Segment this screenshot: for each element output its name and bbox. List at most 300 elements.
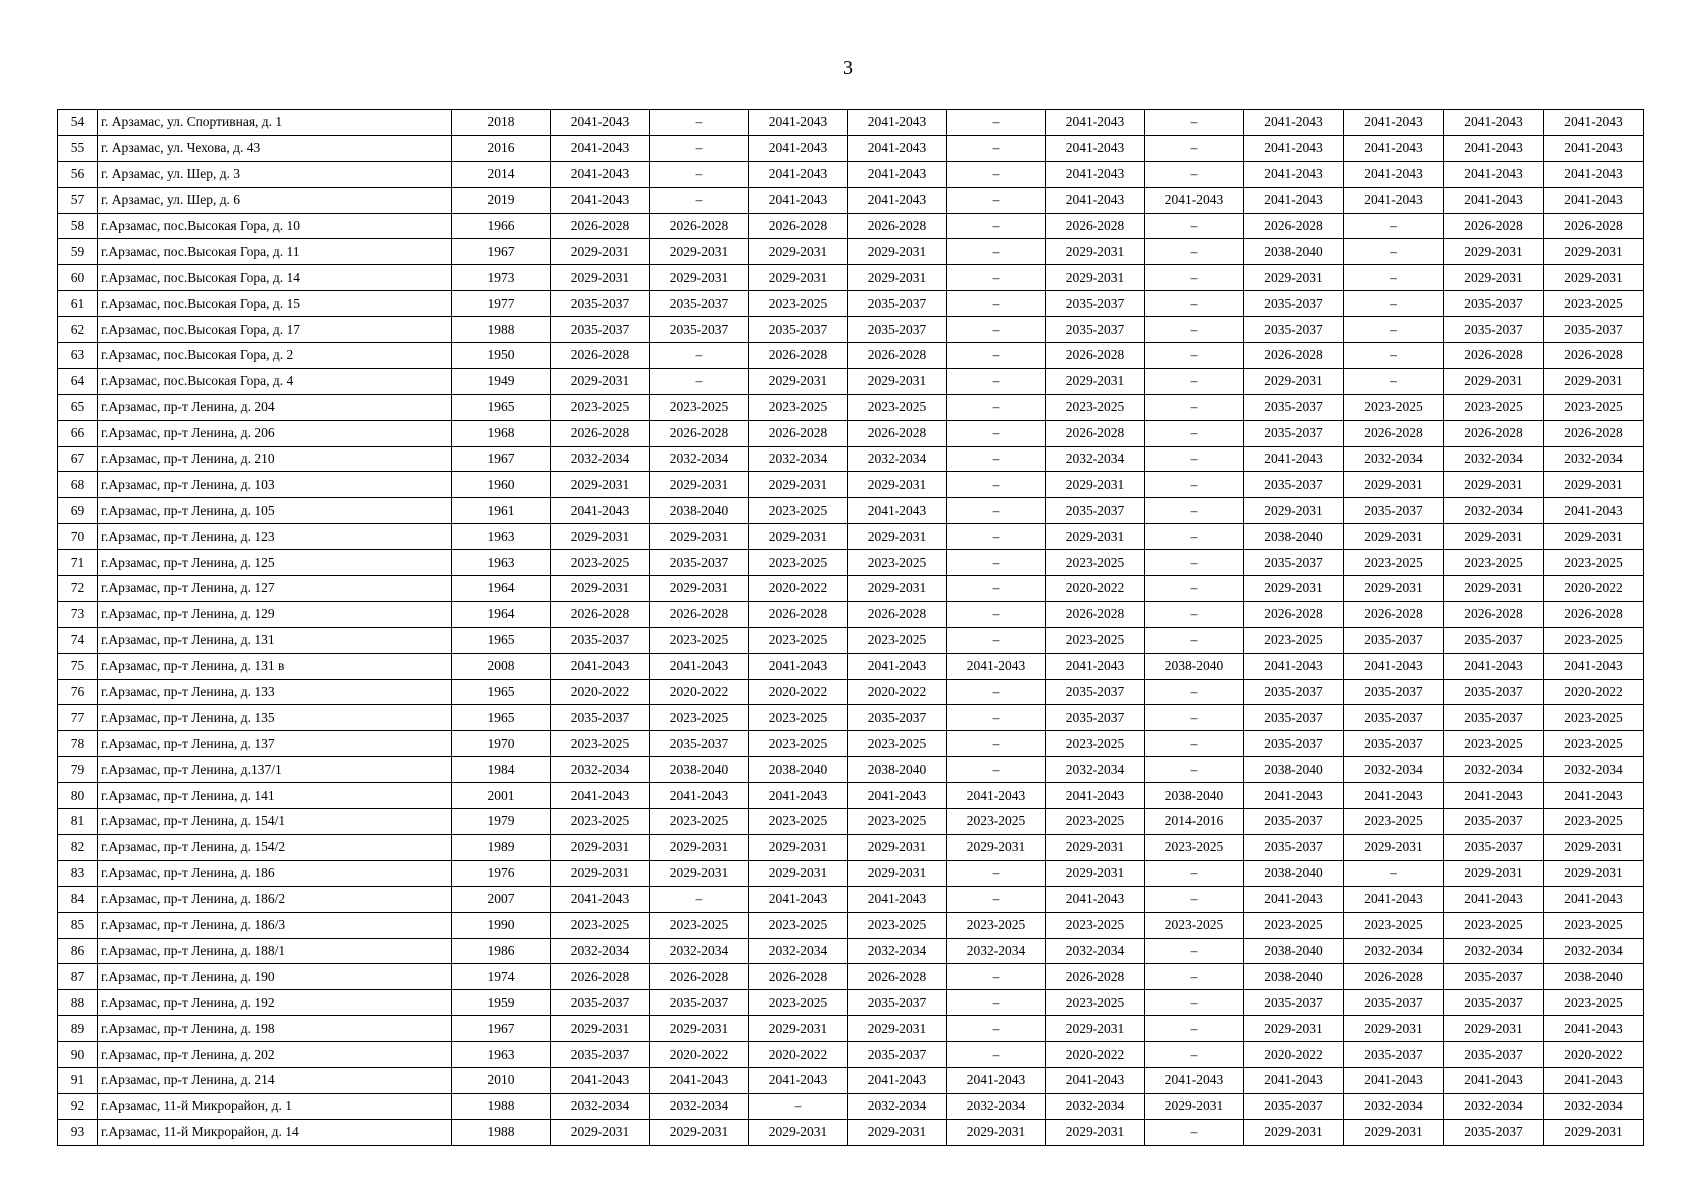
cell-period-col-4: 2029-2031: [848, 860, 947, 886]
cell-period-col-2: 2026-2028: [650, 964, 749, 990]
cell-period-col-11: 2026-2028: [1544, 601, 1644, 627]
cell-period-col-10: 2035-2037: [1444, 834, 1544, 860]
cell-period-col-7: 2038-2040: [1145, 783, 1244, 809]
cell-period-col-7: –: [1145, 368, 1244, 394]
cell-period-col-1: 2023-2025: [551, 731, 650, 757]
cell-period-col-5: –: [947, 343, 1046, 369]
cell-period-col-2: 2026-2028: [650, 420, 749, 446]
cell-period-col-3: 2026-2028: [749, 964, 848, 990]
cell-period-col-4: 2032-2034: [848, 938, 947, 964]
cell-period-col-11: 2041-2043: [1544, 498, 1644, 524]
cell-period-col-6: 2026-2028: [1046, 420, 1145, 446]
cell-period-col-9: 2041-2043: [1344, 110, 1444, 136]
cell-period-col-5: –: [947, 472, 1046, 498]
cell-period-col-4: 2041-2043: [848, 1067, 947, 1093]
cell-period-col-2: 2023-2025: [650, 705, 749, 731]
cell-period-col-5: –: [947, 110, 1046, 136]
cell-period-col-10: 2041-2043: [1444, 886, 1544, 912]
cell-row-number: 65: [58, 394, 98, 420]
cell-year-built: 1984: [452, 757, 551, 783]
cell-row-number: 55: [58, 135, 98, 161]
cell-year-built: 1949: [452, 368, 551, 394]
cell-period-col-5: –: [947, 420, 1046, 446]
cell-period-col-9: 2041-2043: [1344, 187, 1444, 213]
cell-period-col-3: 2023-2025: [749, 809, 848, 835]
cell-period-col-8: 2035-2037: [1244, 291, 1344, 317]
cell-address: г.Арзамас, пос.Высокая Гора, д. 15: [98, 291, 452, 317]
cell-period-col-5: –: [947, 524, 1046, 550]
table-row: [58, 860, 1644, 886]
cell-row-number: 91: [58, 1067, 98, 1093]
cell-period-col-5: –: [947, 1016, 1046, 1042]
cell-period-col-1: 2029-2031: [551, 524, 650, 550]
cell-period-col-7: –: [1145, 446, 1244, 472]
cell-period-col-11: 2041-2043: [1544, 653, 1644, 679]
cell-period-col-11: 2020-2022: [1544, 1042, 1644, 1068]
cell-period-col-3: 2041-2043: [749, 1067, 848, 1093]
cell-address: г.Арзамас, 11-й Микрорайон, д. 14: [98, 1119, 452, 1145]
cell-period-col-3: 2041-2043: [749, 653, 848, 679]
table-row: [58, 938, 1644, 964]
cell-period-col-1: 2035-2037: [551, 705, 650, 731]
cell-row-number: 69: [58, 498, 98, 524]
cell-period-col-9: 2041-2043: [1344, 1067, 1444, 1093]
cell-period-col-6: 2029-2031: [1046, 1016, 1145, 1042]
table-body: [58, 110, 1644, 1146]
cell-period-col-11: 2041-2043: [1544, 110, 1644, 136]
cell-period-col-10: 2041-2043: [1444, 161, 1544, 187]
cell-period-col-4: 2029-2031: [848, 1016, 947, 1042]
cell-period-col-11: 2020-2022: [1544, 576, 1644, 602]
cell-period-col-2: 2038-2040: [650, 498, 749, 524]
cell-period-col-2: 2023-2025: [650, 912, 749, 938]
cell-address: г.Арзамас, пос.Высокая Гора, д. 2: [98, 343, 452, 369]
cell-address: г.Арзамас, пр-т Ленина, д.137/1: [98, 757, 452, 783]
cell-period-col-2: 2029-2031: [650, 1016, 749, 1042]
cell-period-col-5: –: [947, 860, 1046, 886]
table-row: [58, 135, 1644, 161]
cell-row-number: 56: [58, 161, 98, 187]
cell-period-col-11: 2041-2043: [1544, 1016, 1644, 1042]
cell-period-col-3: 2029-2031: [749, 265, 848, 291]
cell-period-col-3: 2023-2025: [749, 731, 848, 757]
cell-period-col-11: 2032-2034: [1544, 938, 1644, 964]
cell-period-col-9: 2041-2043: [1344, 653, 1444, 679]
cell-period-col-11: 2035-2037: [1544, 317, 1644, 343]
cell-year-built: 2019: [452, 187, 551, 213]
cell-period-col-3: 2029-2031: [749, 368, 848, 394]
cell-period-col-8: 2035-2037: [1244, 679, 1344, 705]
cell-period-col-9: 2029-2031: [1344, 472, 1444, 498]
cell-period-col-6: 2029-2031: [1046, 472, 1145, 498]
cell-row-number: 84: [58, 886, 98, 912]
cell-address: г.Арзамас, пос.Высокая Гора, д. 17: [98, 317, 452, 343]
cell-period-col-9: –: [1344, 317, 1444, 343]
cell-period-col-11: 2038-2040: [1544, 964, 1644, 990]
cell-period-col-4: 2020-2022: [848, 679, 947, 705]
cell-period-col-1: 2029-2031: [551, 860, 650, 886]
cell-period-col-2: –: [650, 368, 749, 394]
cell-period-col-4: 2035-2037: [848, 1042, 947, 1068]
cell-period-col-2: 2035-2037: [650, 990, 749, 1016]
cell-period-col-6: 2032-2034: [1046, 757, 1145, 783]
cell-address: г.Арзамас, пос.Высокая Гора, д. 11: [98, 239, 452, 265]
cell-period-col-7: –: [1145, 291, 1244, 317]
cell-period-col-5: –: [947, 498, 1046, 524]
cell-period-col-9: 2029-2031: [1344, 1119, 1444, 1145]
cell-period-col-1: 2035-2037: [551, 317, 650, 343]
cell-period-col-3: 2026-2028: [749, 420, 848, 446]
cell-period-col-8: 2035-2037: [1244, 420, 1344, 446]
cell-row-number: 85: [58, 912, 98, 938]
cell-period-col-7: –: [1145, 679, 1244, 705]
cell-address: г.Арзамас, пр-т Ленина, д. 131: [98, 627, 452, 653]
cell-row-number: 93: [58, 1119, 98, 1145]
cell-period-col-11: 2020-2022: [1544, 679, 1644, 705]
cell-period-col-9: 2041-2043: [1344, 135, 1444, 161]
cell-address: г.Арзамас, пос.Высокая Гора, д. 14: [98, 265, 452, 291]
cell-period-col-11: 2032-2034: [1544, 757, 1644, 783]
cell-period-col-6: 2035-2037: [1046, 705, 1145, 731]
cell-address: г.Арзамас, пр-т Ленина, д. 186/3: [98, 912, 452, 938]
cell-period-col-8: 2038-2040: [1244, 860, 1344, 886]
cell-address: г.Арзамас, пр-т Ленина, д. 154/1: [98, 809, 452, 835]
table-row: [58, 653, 1644, 679]
cell-row-number: 74: [58, 627, 98, 653]
cell-period-col-5: –: [947, 187, 1046, 213]
cell-period-col-11: 2029-2031: [1544, 368, 1644, 394]
cell-period-col-10: 2041-2043: [1444, 653, 1544, 679]
cell-period-col-8: 2038-2040: [1244, 938, 1344, 964]
cell-address: г.Арзамас, пр-т Ленина, д. 198: [98, 1016, 452, 1042]
cell-address: г.Арзамас, пр-т Ленина, д. 186: [98, 860, 452, 886]
cell-row-number: 58: [58, 213, 98, 239]
cell-year-built: 1967: [452, 1016, 551, 1042]
cell-period-col-2: –: [650, 110, 749, 136]
cell-period-col-7: 2023-2025: [1145, 912, 1244, 938]
cell-period-col-7: –: [1145, 110, 1244, 136]
table-row: [58, 368, 1644, 394]
cell-address: г. Арзамас, ул. Шер, д. 3: [98, 161, 452, 187]
cell-period-col-9: 2041-2043: [1344, 161, 1444, 187]
cell-period-col-10: 2041-2043: [1444, 110, 1544, 136]
cell-period-col-1: 2029-2031: [551, 1119, 650, 1145]
cell-period-col-7: –: [1145, 1119, 1244, 1145]
cell-period-col-4: 2041-2043: [848, 110, 947, 136]
cell-row-number: 67: [58, 446, 98, 472]
cell-address: г.Арзамас, пос.Высокая Гора, д. 10: [98, 213, 452, 239]
cell-period-col-1: 2041-2043: [551, 187, 650, 213]
cell-period-col-6: 2029-2031: [1046, 265, 1145, 291]
cell-period-col-5: 2029-2031: [947, 1119, 1046, 1145]
cell-period-col-1: 2035-2037: [551, 627, 650, 653]
table-row: [58, 446, 1644, 472]
cell-period-col-2: 2029-2031: [650, 1119, 749, 1145]
cell-period-col-5: 2023-2025: [947, 912, 1046, 938]
cell-period-col-5: 2041-2043: [947, 653, 1046, 679]
cell-period-col-2: 2035-2037: [650, 291, 749, 317]
cell-row-number: 89: [58, 1016, 98, 1042]
cell-address: г.Арзамас, пр-т Ленина, д. 123: [98, 524, 452, 550]
cell-address: г. Арзамас, ул. Спортивная, д. 1: [98, 110, 452, 136]
table-row: [58, 834, 1644, 860]
table-row: [58, 498, 1644, 524]
cell-period-col-2: 2032-2034: [650, 1093, 749, 1119]
cell-period-col-8: 2041-2043: [1244, 653, 1344, 679]
cell-period-col-1: 2023-2025: [551, 394, 650, 420]
table-row: [58, 705, 1644, 731]
table-row: [58, 990, 1644, 1016]
table-row: [58, 886, 1644, 912]
cell-period-col-9: 2032-2034: [1344, 446, 1444, 472]
cell-row-number: 59: [58, 239, 98, 265]
cell-period-col-8: 2035-2037: [1244, 1093, 1344, 1119]
cell-period-col-11: 2026-2028: [1544, 343, 1644, 369]
cell-row-number: 79: [58, 757, 98, 783]
cell-period-col-8: 2035-2037: [1244, 394, 1344, 420]
cell-year-built: 1988: [452, 317, 551, 343]
cell-period-col-1: 2041-2043: [551, 1067, 650, 1093]
cell-period-col-1: 2029-2031: [551, 239, 650, 265]
cell-period-col-7: –: [1145, 627, 1244, 653]
cell-period-col-3: 2041-2043: [749, 187, 848, 213]
cell-year-built: 1967: [452, 446, 551, 472]
cell-period-col-10: 2035-2037: [1444, 1042, 1544, 1068]
cell-period-col-4: 2023-2025: [848, 731, 947, 757]
cell-period-col-2: 2020-2022: [650, 679, 749, 705]
cell-address: г.Арзамас, пр-т Ленина, д. 137: [98, 731, 452, 757]
table-row: [58, 627, 1644, 653]
cell-period-col-8: 2029-2031: [1244, 498, 1344, 524]
cell-period-col-9: 2032-2034: [1344, 1093, 1444, 1119]
table-row: [58, 394, 1644, 420]
cell-period-col-1: 2029-2031: [551, 576, 650, 602]
cell-period-col-7: –: [1145, 343, 1244, 369]
cell-period-col-3: 2029-2031: [749, 524, 848, 550]
cell-period-col-5: –: [947, 886, 1046, 912]
cell-year-built: 1963: [452, 524, 551, 550]
cell-period-col-1: 2041-2043: [551, 783, 650, 809]
cell-period-col-8: 2035-2037: [1244, 705, 1344, 731]
cell-period-col-1: 2041-2043: [551, 110, 650, 136]
table-row: [58, 1119, 1644, 1145]
cell-period-col-8: 2029-2031: [1244, 576, 1344, 602]
cell-row-number: 88: [58, 990, 98, 1016]
cell-period-col-7: 2023-2025: [1145, 834, 1244, 860]
cell-period-col-1: 2023-2025: [551, 550, 650, 576]
cell-period-col-7: 2038-2040: [1145, 653, 1244, 679]
cell-period-col-6: 2026-2028: [1046, 343, 1145, 369]
cell-address: г.Арзамас, пр-т Ленина, д. 135: [98, 705, 452, 731]
cell-period-col-7: –: [1145, 938, 1244, 964]
cell-period-col-6: 2041-2043: [1046, 110, 1145, 136]
cell-row-number: 78: [58, 731, 98, 757]
cell-address: г.Арзамас, пр-т Ленина, д. 133: [98, 679, 452, 705]
cell-period-col-2: 2026-2028: [650, 601, 749, 627]
cell-row-number: 86: [58, 938, 98, 964]
table-row: [58, 731, 1644, 757]
cell-period-col-3: –: [749, 1093, 848, 1119]
cell-row-number: 75: [58, 653, 98, 679]
cell-period-col-5: –: [947, 601, 1046, 627]
cell-period-col-2: 2020-2022: [650, 1042, 749, 1068]
cell-period-col-10: 2029-2031: [1444, 524, 1544, 550]
table-row: [58, 783, 1644, 809]
cell-period-col-4: 2026-2028: [848, 964, 947, 990]
cell-period-col-3: 2026-2028: [749, 343, 848, 369]
table-row: [58, 1093, 1644, 1119]
cell-address: г.Арзамас, пр-т Ленина, д. 204: [98, 394, 452, 420]
cell-period-col-4: 2041-2043: [848, 161, 947, 187]
cell-period-col-2: 2041-2043: [650, 783, 749, 809]
cell-year-built: 1970: [452, 731, 551, 757]
cell-period-col-10: 2032-2034: [1444, 498, 1544, 524]
cell-period-col-7: –: [1145, 239, 1244, 265]
cell-period-col-4: 2029-2031: [848, 368, 947, 394]
cell-period-col-1: 2023-2025: [551, 912, 650, 938]
cell-year-built: 1964: [452, 576, 551, 602]
cell-period-col-5: –: [947, 394, 1046, 420]
cell-period-col-5: 2041-2043: [947, 1067, 1046, 1093]
cell-row-number: 64: [58, 368, 98, 394]
cell-period-col-3: 2041-2043: [749, 135, 848, 161]
cell-period-col-8: 2038-2040: [1244, 964, 1344, 990]
cell-period-col-5: 2029-2031: [947, 834, 1046, 860]
cell-period-col-7: –: [1145, 213, 1244, 239]
table-row: [58, 757, 1644, 783]
cell-period-col-6: 2041-2043: [1046, 783, 1145, 809]
cell-address: г.Арзамас, пр-т Ленина, д. 202: [98, 1042, 452, 1068]
cell-period-col-3: 2029-2031: [749, 860, 848, 886]
cell-period-col-1: 2032-2034: [551, 1093, 650, 1119]
cell-period-col-9: 2029-2031: [1344, 524, 1444, 550]
cell-period-col-5: –: [947, 239, 1046, 265]
cell-period-col-3: 2020-2022: [749, 679, 848, 705]
cell-period-col-9: 2023-2025: [1344, 809, 1444, 835]
cell-period-col-9: 2035-2037: [1344, 990, 1444, 1016]
cell-period-col-6: 2023-2025: [1046, 550, 1145, 576]
cell-period-col-6: 2041-2043: [1046, 135, 1145, 161]
cell-period-col-4: 2023-2025: [848, 627, 947, 653]
cell-period-col-2: 2032-2034: [650, 446, 749, 472]
cell-period-col-1: 2041-2043: [551, 161, 650, 187]
cell-period-col-6: 2032-2034: [1046, 446, 1145, 472]
cell-period-col-6: 2035-2037: [1046, 679, 1145, 705]
cell-row-number: 66: [58, 420, 98, 446]
cell-period-col-4: 2026-2028: [848, 601, 947, 627]
cell-period-col-4: 2035-2037: [848, 317, 947, 343]
cell-period-col-8: 2026-2028: [1244, 343, 1344, 369]
cell-period-col-7: –: [1145, 731, 1244, 757]
cell-address: г.Арзамас, пр-т Ленина, д. 129: [98, 601, 452, 627]
cell-period-col-3: 2041-2043: [749, 110, 848, 136]
cell-period-col-7: –: [1145, 317, 1244, 343]
cell-period-col-4: 2026-2028: [848, 343, 947, 369]
cell-period-col-3: 2029-2031: [749, 1119, 848, 1145]
cell-address: г.Арзамас, 11-й Микрорайон, д. 1: [98, 1093, 452, 1119]
cell-period-col-1: 2029-2031: [551, 834, 650, 860]
cell-period-col-10: 2029-2031: [1444, 265, 1544, 291]
cell-row-number: 68: [58, 472, 98, 498]
cell-period-col-4: 2023-2025: [848, 912, 947, 938]
cell-period-col-3: 2029-2031: [749, 834, 848, 860]
cell-period-col-10: 2029-2031: [1444, 1016, 1544, 1042]
cell-period-col-6: 2023-2025: [1046, 627, 1145, 653]
cell-period-col-5: –: [947, 550, 1046, 576]
table-row: [58, 524, 1644, 550]
cell-period-col-11: 2029-2031: [1544, 239, 1644, 265]
cell-period-col-9: –: [1344, 291, 1444, 317]
cell-period-col-8: 2035-2037: [1244, 990, 1344, 1016]
cell-period-col-11: 2023-2025: [1544, 809, 1644, 835]
cell-row-number: 77: [58, 705, 98, 731]
cell-period-col-1: 2035-2037: [551, 990, 650, 1016]
cell-period-col-1: 2020-2022: [551, 679, 650, 705]
cell-period-col-10: 2032-2034: [1444, 938, 1544, 964]
cell-period-col-2: 2026-2028: [650, 213, 749, 239]
cell-period-col-4: 2029-2031: [848, 472, 947, 498]
cell-year-built: 2018: [452, 110, 551, 136]
cell-period-col-2: –: [650, 161, 749, 187]
cell-year-built: 1990: [452, 912, 551, 938]
cell-year-built: 1965: [452, 705, 551, 731]
cell-period-col-1: 2041-2043: [551, 498, 650, 524]
cell-period-col-2: 2035-2037: [650, 731, 749, 757]
cell-period-col-4: 2029-2031: [848, 524, 947, 550]
cell-period-col-1: 2026-2028: [551, 343, 650, 369]
cell-period-col-11: 2029-2031: [1544, 860, 1644, 886]
cell-row-number: 60: [58, 265, 98, 291]
cell-period-col-7: –: [1145, 705, 1244, 731]
cell-period-col-10: 2023-2025: [1444, 731, 1544, 757]
cell-period-col-8: 2035-2037: [1244, 809, 1344, 835]
cell-period-col-8: 2029-2031: [1244, 1016, 1344, 1042]
cell-row-number: 63: [58, 343, 98, 369]
cell-year-built: 1968: [452, 420, 551, 446]
cell-period-col-9: –: [1344, 860, 1444, 886]
cell-row-number: 87: [58, 964, 98, 990]
cell-address: г.Арзамас, пр-т Ленина, д. 192: [98, 990, 452, 1016]
cell-period-col-5: –: [947, 731, 1046, 757]
cell-period-col-10: 2029-2031: [1444, 860, 1544, 886]
cell-year-built: 1967: [452, 239, 551, 265]
cell-row-number: 62: [58, 317, 98, 343]
cell-address: г.Арзамас, пр-т Ленина, д. 141: [98, 783, 452, 809]
cell-period-col-2: 2023-2025: [650, 627, 749, 653]
cell-period-col-5: –: [947, 964, 1046, 990]
cell-year-built: 1965: [452, 679, 551, 705]
cell-period-col-5: 2041-2043: [947, 783, 1046, 809]
cell-period-col-10: 2023-2025: [1444, 912, 1544, 938]
cell-period-col-2: 2029-2031: [650, 860, 749, 886]
cell-period-col-1: 2026-2028: [551, 420, 650, 446]
cell-period-col-8: 2023-2025: [1244, 627, 1344, 653]
cell-period-col-10: 2029-2031: [1444, 239, 1544, 265]
cell-period-col-4: 2032-2034: [848, 1093, 947, 1119]
table-row: [58, 213, 1644, 239]
cell-period-col-11: 2023-2025: [1544, 912, 1644, 938]
cell-period-col-10: 2023-2025: [1444, 394, 1544, 420]
cell-year-built: 2008: [452, 653, 551, 679]
cell-period-col-2: 2029-2031: [650, 472, 749, 498]
cell-period-col-10: 2023-2025: [1444, 550, 1544, 576]
cell-period-col-11: 2032-2034: [1544, 1093, 1644, 1119]
cell-period-col-11: 2041-2043: [1544, 886, 1644, 912]
cell-address: г. Арзамас, ул. Чехова, д. 43: [98, 135, 452, 161]
cell-period-col-8: 2041-2043: [1244, 187, 1344, 213]
cell-period-col-9: 2041-2043: [1344, 783, 1444, 809]
cell-period-col-9: 2035-2037: [1344, 705, 1444, 731]
